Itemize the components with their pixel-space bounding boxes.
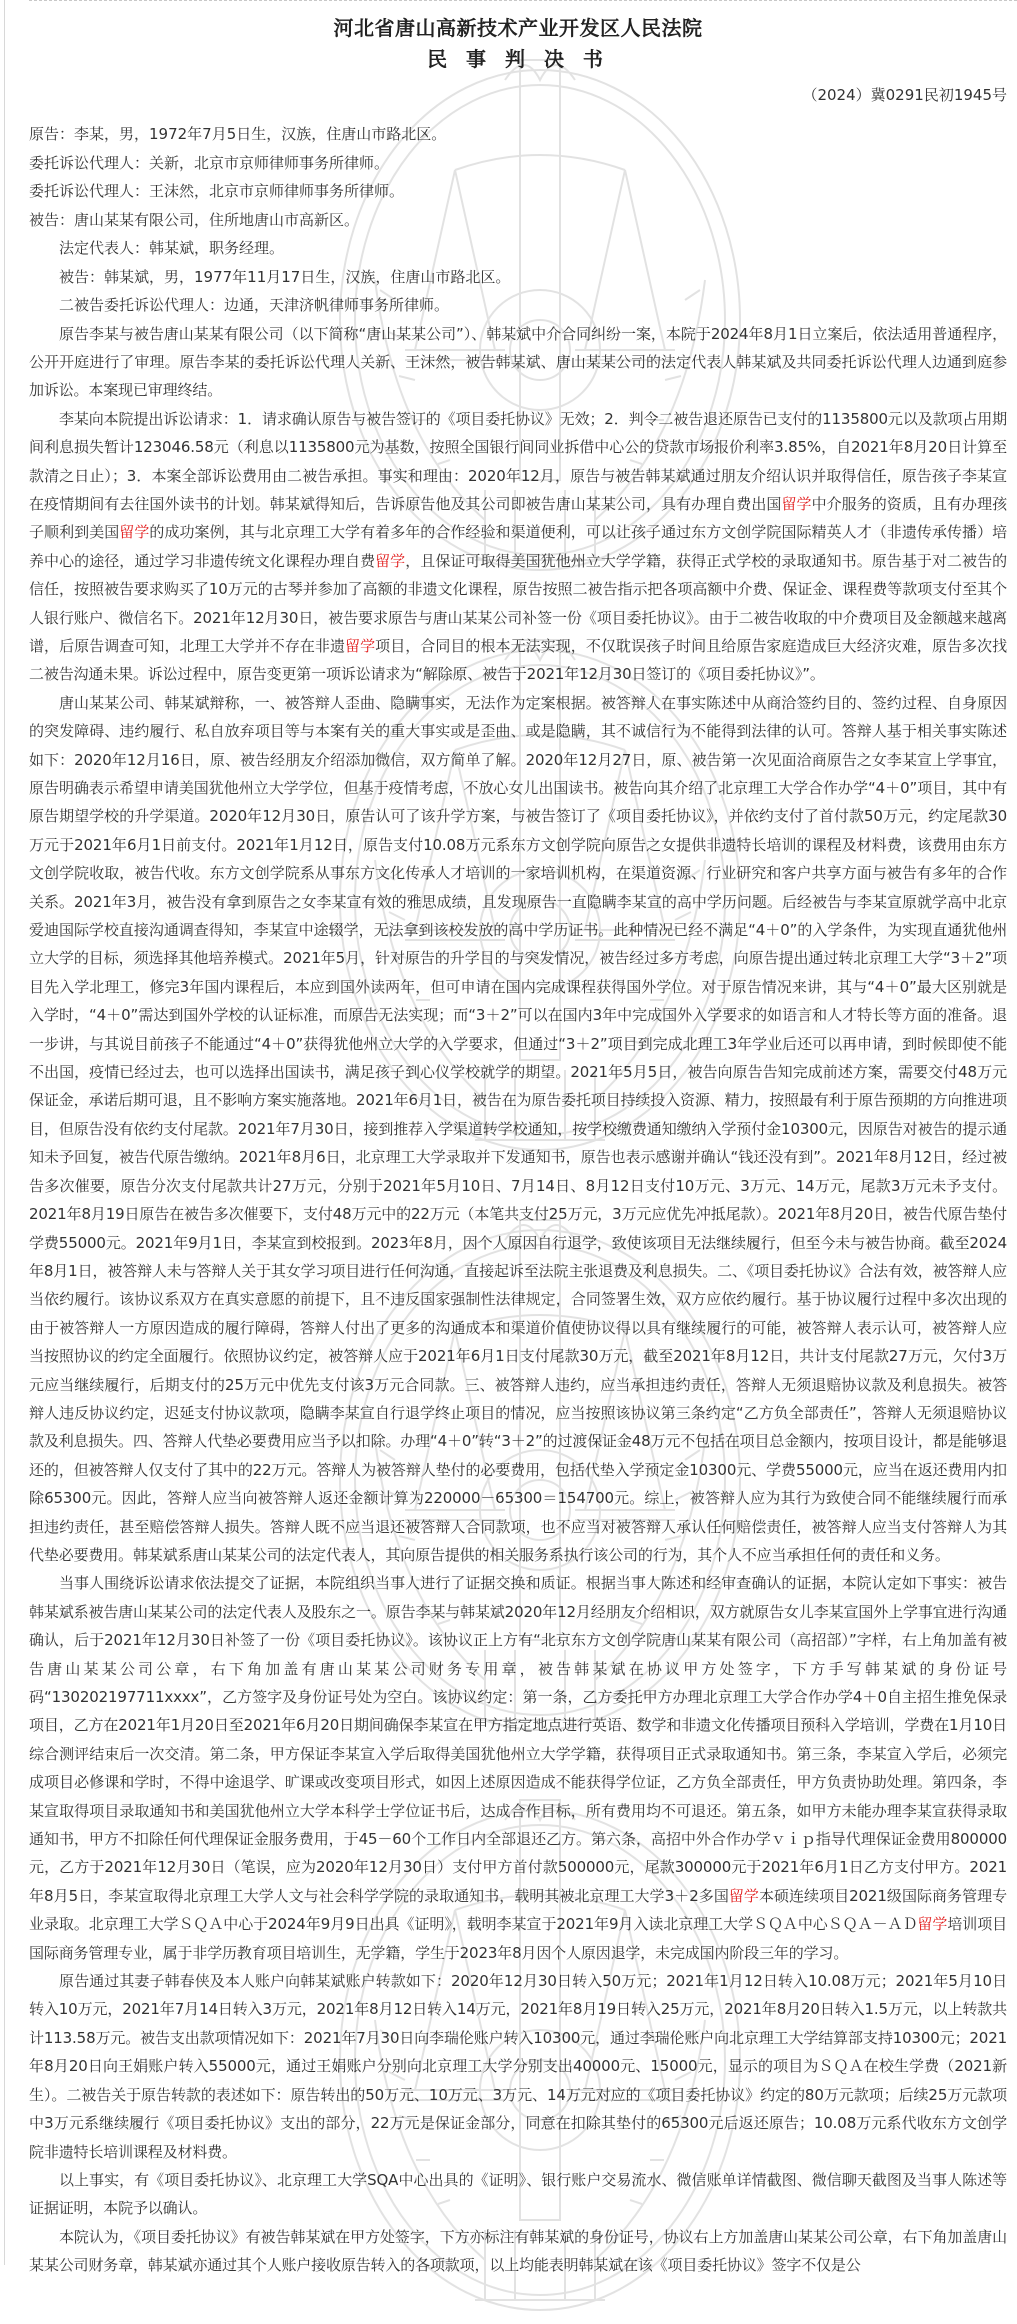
paragraph-findings-of-fact: 当事人围绕诉讼请求依法提交了证据，本院组织当事人进行了证据交换和质证。根据当事人陈述和经审查确认的证据，本院认定如下事实：被告韩某斌系被告唐山某某公司的法定代表人及股东之一。原告李某与韩某斌2020年12月经朋友介绍相识，双方就原告女儿李某宣国外上学事宜进行沟通确认，后于2021年12月30日补签了一份《项目委托协议》。该协议正上方有“北京东方文创学院唐山某某有限公司（高招部）”字样，右上角加盖有被告唐山某某公司公章，右下角加盖有唐山某某公司财务专用章，被告韩某斌在协议甲方处签字，下方手写韩某斌的身份证号码“130202197711xxxx”，乙方签字及身份证号处为空白。该协议约定：第一条，乙方委托甲方办理北京理工大学合作办学4＋0自主招生推免保录项目，乙方在2021年1月20日至2021年6月20日期间确保李某宣在甲方指定地点进行英语、数学和非遗文化传播项目预科入学培训，学费在1月10日综合测评结束后一次交清。第二条，甲方保证李某宣入学后取得美国犹他州立大学学籍，获得项目正式录取通知书。第三条，李某宣入学后，必须完成项目必修课和学时，不得中途退学、旷课或改变项目形式，如因上述原因造成不能获得学位证，乙方负全部责任，甲方负责协助处理。第四条，李某宣取得项目录取通知书和美国犹他州立大学本科学士学位证书后，达成合作目标，所有费用均不可退还。第五条，如甲方未能办理李某宣获得录取通知书，甲方不扣除任何代理保证金服务费用，于45－60个工作日内全部退还乙方。第六条，高招中外合作办学ｖｉｐ指导代理保证金费用800000元，乙方于2021年12月30日（笔误，应为2020年12月30日）支付甲方首付款500000元，尾款300000元于2021年6月1日乙方支付甲方。2021年8月5日，李某宣取得北京理工大学人文与社会科学学院的录取通知书，载明其被北京理工大学3＋2多国留学本硕连续项目2021级国际商务管理专业录取。北京理工大学ＳＱＡ中心于2024年9月9日出具《证明》，载明李某宣于2021年9月入读北京理工大学ＳＱＡ中心ＳＱＡ－ＡＤ留学培训项目国际商务管理专业，属于非学历教育项目培训生，无学籍，学生于2023年8月因个人原因退学，未完成国内阶段三年的学习。 — [29, 1574, 1008, 1962]
top-dashed-divider — [29, 0, 1017, 1]
parties-section — [29, 120, 1007, 320]
body-section — [29, 320, 1007, 2280]
judgment-document-page — [4, 0, 1017, 2275]
highlighted-term: 留学 — [119, 523, 150, 542]
case-number: （2024）冀0291民初1945号 — [802, 86, 1007, 104]
party-legal-representative: 法定代表人：韩某斌，职务经理。 — [59, 239, 285, 257]
paragraph-defendant-defense: 唐山某某公司、韩某斌辩称，一、被答辩人歪曲、隐瞒事实，无法作为定案根据。被答辩人在事实陈述中从商洽签约目的、签约过程、自身原因的突发障碍、违约履行、私自放弃项目等与本案有关的重大事实或是歪曲、或是隐瞒，其不诚信行为不能得到法律的认可。答辩人基于相关事实陈述如下：2020年12月16日，原、被告经朋友介绍添加微信，双方简单了解。2020年12月27日，原、被告第一次见面洽商原告之女李某宣上学事宜，原告明确表示希望申请美国犹他州立大学学位，但基于疫情考虑，不放心女儿出国读书。被告向其介绍了北京理工大学合作办学“4＋0”项目，其中有原告期望学校的升学渠道。2020年12月30日，原告认可了该升学方案，与被告签订了《项目委托协议》，并依约支付了首付款50万元，约定尾款30万元于2021年6月1日前支付。2021年1月12日，原告支付10.08万元系东方文创学院向原告之女提供非遗特长培训的课程及材料费，该费用由东方文创学院收取，被告代收。东方文创学院系从事东方文化传承人才培训的一家培训机构，在渠道资源、行业研究和客户共享方面与被告有多年的合作关系。2021年3月，被告没有拿到原告之女李某宣有效的雅思成绩，且发现原告一直隐瞒李某宣的高中学历问题。后经被告与李某宣原就学高中北京爱迪国际学校直接沟通调查得知，李某宣中途辍学，无法拿到该校发放的高中学历证书。此种情况已经不满足“4＋0”的入学条件，为实现直通犹他州立大学的目标，须选择其他培养模式。2021年5月，针对原告的升学目的与突发情况，被告经过多方考虑，向原告提出通过转北京理工大学“3＋2”项目先入学北理工，修完3年国内课程后，本应到国外读两年，但可申请在国内完成课程获得国外学位。对于原告情况来讲，其与“4＋0”最大区别就是入学时，“4＋0”需达到国外学校的认证标准，而原告无法实现；而“3＋2”可以在国内3年中完成国外入学要求的如语言和人才特长等方面的准备。退一步讲，与其说目前孩子不能通过“4＋0”获得犹他州立大学的入学要求，但通过“3＋2”项目到完成北理工3年学业后还可以再申请，到时候即使不能不出国，疫情已经过去，也可以选择出国读书，满足孩子到心仪学校就学的期望。2021年5月5日，被告向原告告知完成前述方案，需要交付48万元保证金，承诺后期可退，且不影响方案实施落地。2021年6月1日，被告在为原告委托项目持续投入资源、精力，按照最有利于原告预期的方向推进项目，但原告没有依约支付尾款。2021年7月30日，接到推荐入学渠道转学校通知，按学校缴费通知缴纳入学预付金10300元，因原告对被告的提示通知未予回复，被告代原告缴纳。2021年8月6日，北京理工大学录取并下发通知书，原告也表示感谢并确认“钱还没有到”。2021年8月12日，经过被告多次催要，原告分次支付尾款共计27万元，分别于2021年5月10日、7月14日、8月12日支付10万元、3万元、14万元，尾款3万元未予支付。2021年8月19日原告在被告多次催要下，支付48万元中的22万元（本笔共支付25万元，3万元应优先冲抵尾款）。2021年8月20日，被告代原告垫付学费55000元。2021年9月1日，李某宣到校报到。2023年8月，因个人原因自行退学，致使该项目无法继续履行，但至今未与被告协商。截至2024年8月1日，被答辩人未与答辩人关于其女学习项目进行任何沟通，直接起诉至法院主张退费及利息损失。二、《项目委托协议》合法有效，被答辩人应当依约履行。该协议系双方在真实意愿的前提下，且不违反国家强制性法律规定，合同签署生效，双方应依约履行。基于协议履行过程中多次出现的由于被答辩人一方原因造成的履行障碍，答辩人付出了更多的沟通成本和渠道价值使协议得以具有继续履行的可能，被答辩人表示认可，被答辩人应当按照协议的约定全面履行。依照协议约定，被答辩人应于2021年6月1日支付尾款30万元，截至2021年8月12日，共计支付尾款27万元，欠付3万元应当继续履行，后期支付的25万元中优先支付该3万元合同款。三、被答辩人违约，应当承担违约责任，答辩人无须退赔协议款及利息损失。被答辩人违反协议约定，迟延支付协议款项，隐瞒李某宣自行退学终止项目的情况，应当按照该协议第三条约定“乙方负全部责任”，答辩人无须退赔协议款及利息损失。四、答辩人代垫必要费用应当予以扣除。办理“4＋0”转“3＋2”的过渡保证金48万元不包括在项目总金额内，按项目设计，都是能够退还的，但被答辩人仅支付了其中的22万元。答辩人为被答辩人垫付的必要费用，包括代垫入学预定金10300元、学费55000元，应当在返还费用内扣除65300元。因此，答辩人应当向被答辩人返还金额计算为220000－65300＝154700元。综上，被答辩人应为其行为致使合同不能继续履行而承担违约责任，甚至赔偿答辩人损失。答辩人既不应当退还被答辩人合同款项，也不应当对被答辩人承认任何赔偿责任，被答辩人应当支付答辩人为其代垫必要费用。韩某斌系唐山某某公司的法定代表人，其向原告提供的相关服务系执行该公司的行为，其个人不应当承担任何的责任和义务。 — [29, 693, 1007, 1564]
highlighted-term: 留学 — [917, 1915, 948, 1934]
highlighted-term: 留学 — [375, 551, 406, 570]
paragraph-transfers: 原告通过其妻子韩春侠及本人账户向韩某斌账户转款如下：2020年12月30日转入50万元；2021年1月12日转入10.08万元；2021年5月10日转入10万元，2021年7月14日转入3万元，2021年8月12日转入14万元，2021年8月19日转入25万元，2021年8月20日转入1.5万元，以上转款共计113.58万元。被告支出款项情况如下：2021年7月30日向李瑞伦账户转入10300元，通过李瑞伦账户向北京理工大学结算部支持10300元；2021年8月20日向王娟账户转入55000元，通过王娟账户分别向北京理工大学分别支出40000元、15000元，显示的项目为ＳＱＡ在校生学费（2021新生）。二被告关于原告转款的表述如下：原告转出的50万元、10万元、3万元、14万元对应的《项目委托协议》约定的80万元款项；后续25万元款项中3万元系继续履行《项目委托协议》支出的部分，22万元是保证金部分，同意在扣除其垫付的65300元后返还原告；10.08万元系代收东方文创学院非遗特长培训课程及材料费。 — [29, 1972, 1007, 2161]
paragraph-evidence: 以上事实，有《项目委托协议》、北京理工大学SQA中心出具的《证明》、银行账户交易流水、微信账单详情截图、微信聊天截图及当事人陈述等证据证明，本院予以确认。 — [29, 2170, 1007, 2218]
highlighted-term: 留学 — [781, 494, 812, 513]
paragraph-plaintiff-claims: 李某向本院提出诉讼请求：1．请求确认原告与被告签订的《项目委托协议》无效；2．判令二被告退还原告已支付的1135800元以及款项占用期间利息损失暂计123046.58元（利息以1135800元为基数，按照全国银行间同业拆借中心公的贷款市场报价利率3.85%，自2021年8月20日计算至款清之日止）；3．本案全部诉讼费用由二被告承担。事实和理由：2020年12月，原告与被告韩某斌通过朋友介绍认识并取得信任，原告孩子李某宣在疫情期间有去往国外读书的计划。韩某斌得知后，告诉原告他及其公司即被告唐山某某公司，具有办理自费出国留学中介服务的资质，且有办理孩子顺利到美国留学的成功案例，其与北京理工大学有着多年的合作经验和渠道便利，可以让孩子通过东方文创学院国际精英人才（非遗传承传播）培养中心的途径，通过学习非遗传统文化课程办理自费留学，且保证可取得美国犹他州立大学学籍，获得正式学校的录取通知书。原告基于对二被告的信任，按照被告要求购买了10万元的古琴并参加了高额的非遗文化课程，原告按照二被告指示把各项高额中介费、保证金、课程费等款项支付至其个人银行账户、微信名下。2021年12月30日，被告要求原告与唐山某某公司补签一份《项目委托协议》。由于二被告收取的中介费项目及金额越来越离谱，后原告调查可知，北理工大学并不存在非遗留学项目，合同目的根本无法实现，不仅耽误孩子时间且给原告家庭造成巨大经济灾难，原告多次找二被告沟通未果。诉讼过程中，原告变更第一项诉讼请求为“解除原、被告于2021年12月30日签订的《项目委托协议》”。 — [29, 409, 1007, 684]
party-defendant-company: 被告：唐山某某有限公司，住所地唐山市高新区。 — [29, 210, 360, 229]
court-name: 河北省唐山高新技术产业开发区人民法院 — [333, 16, 703, 40]
highlighted-term: 留学 — [728, 1886, 759, 1905]
highlighted-term: 留学 — [345, 636, 376, 655]
document-content — [29, 14, 1007, 2280]
party-plaintiff-agent-2: 委托诉讼代理人：王沫然，北京市京师律师事务所律师。 — [29, 182, 405, 200]
party-plaintiff: 原告：李某，男，1972年7月5日生，汉族，住唐山市路北区。 — [29, 125, 447, 143]
paragraph-case-intro: 原告李某与被告唐山某某有限公司（以下简称“唐山某某公司”）、韩某斌中介合同纠纷一案，本院于2024年8月1日立案后，依法适用普通程序，公开开庭进行了审理。原告李某的委托诉讼代理人关新、王沫然，被告韩某斌、唐山某某公司的法定代表人韩某斌及共同委托诉讼代理人边通到庭参加诉讼。本案现已审理终结。 — [29, 324, 1007, 400]
party-plaintiff-agent-1: 委托诉讼代理人：关新，北京市京师律师事务所律师。 — [29, 153, 390, 172]
party-defendant-individual: 被告：韩某斌，男，1977年11月17日生，汉族，住唐山市路北区。 — [59, 267, 511, 286]
paragraph-court-opinion: 本院认为，《项目委托协议》有被告韩某斌在甲方处签字，下方亦标注有韩某斌的身份证号，协议右上方加盖唐山某某公司公章，右下角加盖唐山某某公司财务章，韩某斌亦通过其个人账户接收原告转入的各项款项，以上均能表明韩某斌在该《项目委托协议》签字不仅是公 — [29, 2227, 1007, 2275]
document-type-title: 民 事 判 决 书 — [427, 47, 609, 71]
party-defendant-agent: 二被告委托诉讼代理人：边通，天津济帆律师事务所律师。 — [59, 296, 450, 314]
